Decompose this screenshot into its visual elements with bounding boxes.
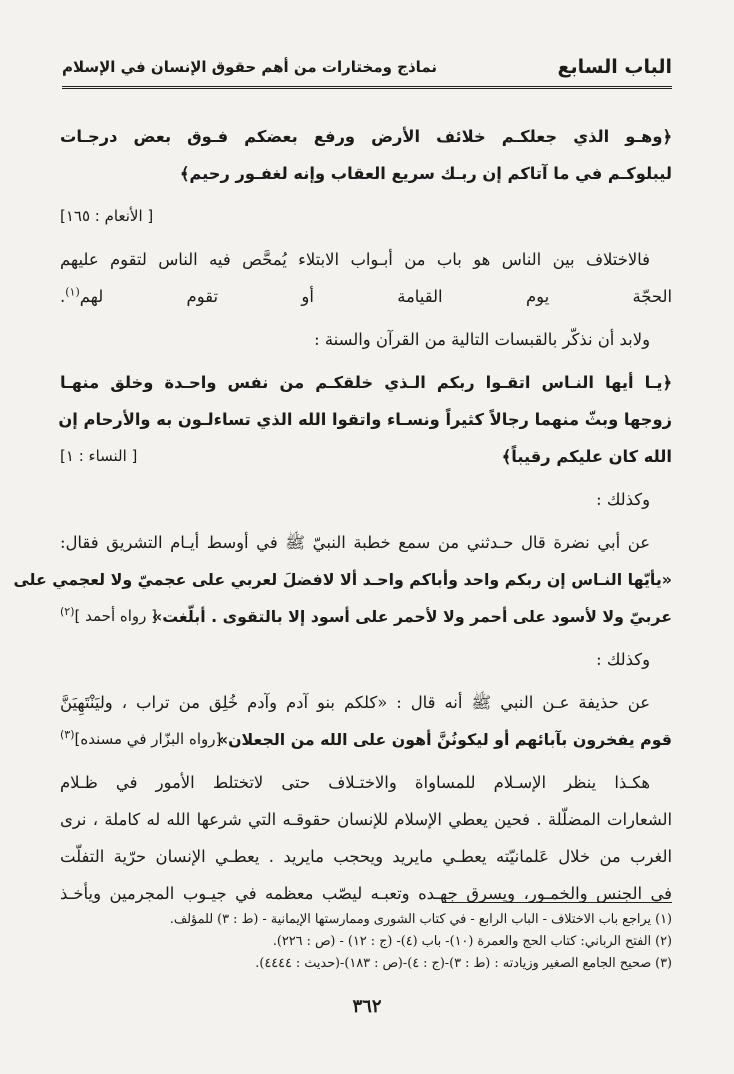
footnotes <box>62 902 672 975</box>
citation-text: [ الأنعام : ١٦٥] <box>60 207 154 225</box>
citation-reference <box>60 721 221 758</box>
text-line <box>60 118 672 155</box>
text-line <box>60 721 672 758</box>
text-line <box>60 524 672 561</box>
text-line <box>13 561 672 598</box>
line-text: عن حذيفة عـن النبي ﷺ أنه قال : «كلكم بنو آدم وآدم خُلِق من تراب ، وليَنْتَهِيَنَّ <box>60 693 650 712</box>
line-text: في الجنس والخمـور، ويسرق جهـده وتعبـه ليصّب معظمه في جيـوب المجرمين ويأخـذ <box>60 884 672 903</box>
footnote-rule <box>442 902 672 903</box>
line-text: هكـذا ينظر الإسـلام للمساواة والاختـلاف حتى لاتختلط الأمور في ظـلام <box>60 773 650 792</box>
footnote-marker: (٣) <box>60 728 75 741</box>
text-line <box>60 278 672 315</box>
footnote-marker: (١) <box>65 285 80 299</box>
line-text: وكذلك : <box>596 650 650 669</box>
line-text: الغرب من خلال عَلمانيّته يعطـي مايريد ويحجب مايريد . يعطـي الإنسان حرّية التفلّت <box>60 847 672 866</box>
citation-text: [ النساء : ١] <box>60 447 138 465</box>
book-subtitle: نماذج ومختارات من أهم حقوق الإنسان في الإسلام <box>62 58 438 76</box>
text-line <box>60 321 672 358</box>
line-tail: . <box>60 287 66 306</box>
line-text: «يأيّها النـاس إن ربكم واحد وأباكم واحـد ألا لافضلَ لعربي على عجميّ ولا لعجمي على <box>13 570 672 589</box>
text-line <box>60 438 672 475</box>
footnote-1: (١) يراجع باب الاختلاف - الباب الرابع - في كتاب الشورى وممارستها الإيمانية - (ط : ٣) للمؤلف. <box>169 912 672 927</box>
chapter-title: الباب السابع <box>557 56 672 78</box>
line-text: عربيّ ولا لأسود على أحمر ولا لأحمر على أسود إلا بالتقوى . أبلّغت» <box>152 607 672 626</box>
citation-text: [ رواه أحمد ] <box>74 607 158 625</box>
text-line <box>60 764 672 801</box>
footnote-marker: (٢) <box>60 605 75 618</box>
line-text: ﴿يـا أيها النـاس اتقـوا ربكم الـذي خلقكـم من نفس واحـدة وخلق منهـا <box>60 373 672 392</box>
line-text: ولابد أن نذكّر بالقبسات التالية من القرآن والسنة : <box>314 330 650 349</box>
line-text: الشعارات المضلّلة . فحين يعطي الإسلام للإنسان حقوقـه التي شرعها الله له كاملة ، نرى <box>60 810 672 829</box>
text-line <box>60 364 672 401</box>
citation-reference <box>60 438 137 475</box>
page-number: ٣٦٢ <box>352 996 382 1017</box>
text-line <box>60 198 672 235</box>
line-text: ليبلوكـم في ما آتاكم إن ربـك سريع العقاب وإنه لغفـور رحيم﴾ <box>179 164 672 183</box>
footnote-3: (٣) صحيح الجامع الصغير وزيادته : (ط : ٣)-(ج : ٤)-(ص : ١٨٣)-(حديث : ٤٤٤٤). <box>255 956 672 971</box>
line-text: وكذلك : <box>596 490 650 509</box>
line-text: عن أبي نضرة قال حـدثني من سمع خطبة النبيّ ﷺ في أوسط أيـام التشريق فقال: <box>60 533 650 552</box>
text-line <box>60 155 672 192</box>
text-line <box>60 838 672 875</box>
line-text: قوم يفخرون بآبائهم أو ليكونُنَّ أهون على الله من الجعلان» <box>217 730 672 749</box>
text-line <box>60 401 672 438</box>
text-line <box>60 598 672 635</box>
text-line <box>60 641 672 678</box>
text-line <box>60 241 672 278</box>
line-text: الله كان عليكم رقيباً﴾ <box>501 447 672 466</box>
running-header <box>62 46 672 89</box>
citation-reference <box>60 598 157 635</box>
line-text: فالاختلاف بين الناس هو باب من أبـواب الابتلاء يُمحَّص فيه الناس لتقوم عليهم <box>60 250 650 269</box>
text-line <box>60 481 672 518</box>
footnote-2: (٢) الفتح الرباني: كتاب الحج والعمرة (١٠)- باب (٤)- (ج : ١٢) - (ص : ٢٢٦). <box>272 934 672 949</box>
citation-text: [رواه البزّار في مسنده] <box>74 730 222 748</box>
text-line <box>60 684 672 721</box>
line-text: زوجها وبثّ منهما رجالاً كثيراً ونسـاء واتقوا الله الذي تساءلـون به والأرحام إن <box>58 410 672 429</box>
line-text: ﴿وهـو الذي جعلكـم خلائف الأرض ورفع بعضكم فـوق بعض درجـات <box>60 127 672 146</box>
main-text <box>13 118 672 912</box>
text-line <box>60 801 672 838</box>
citation-reference <box>60 198 153 235</box>
line-text: الحجّة يوم القيامة أو تقوم لهم <box>79 287 672 306</box>
